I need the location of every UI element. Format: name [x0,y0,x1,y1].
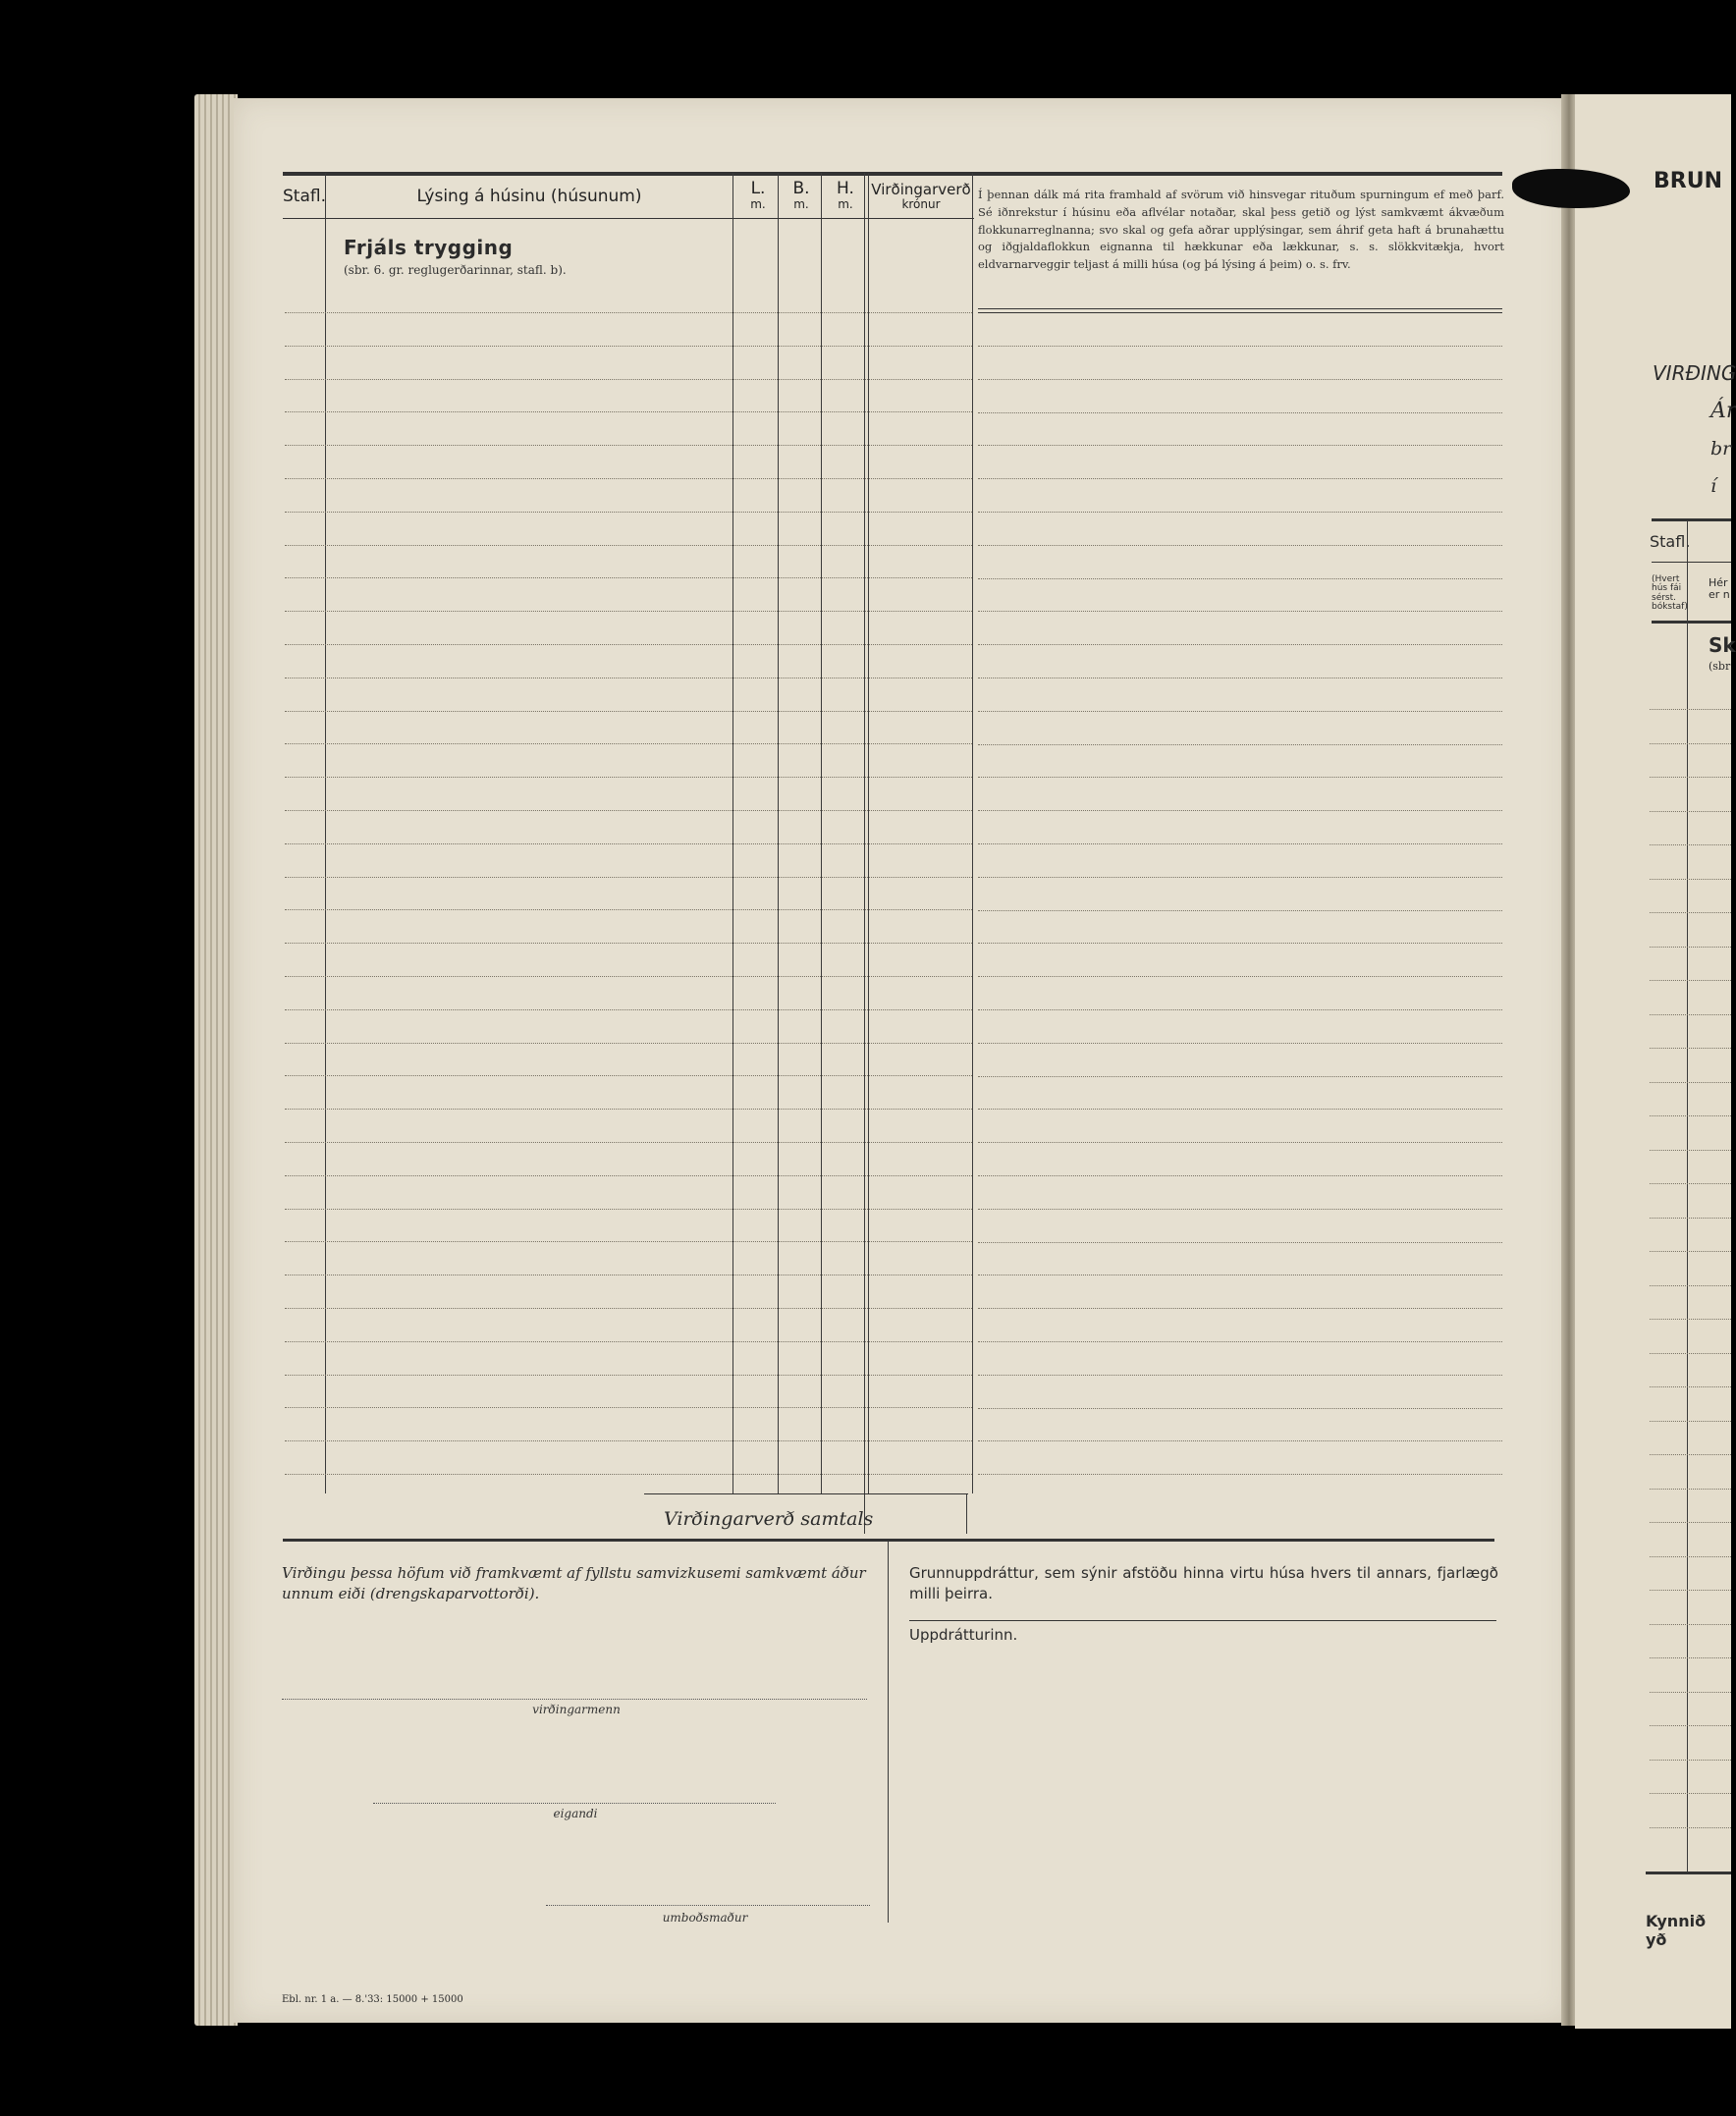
note-row-line [978,512,1502,513]
right-row-line [1650,1657,1731,1658]
table-row-line [285,843,972,844]
table-row-line [285,445,972,446]
total-label: Virðingarverð samtals [664,1508,874,1530]
right-row-line [1650,1285,1731,1286]
note-row-line [978,1043,1502,1044]
note-row-line [978,379,1502,380]
right-hvert-4: bókstaf) [1652,602,1688,613]
section-title: Frjáls trygging [344,236,514,259]
right-row-line [1650,1319,1731,1320]
note-row-line [978,1440,1502,1441]
table-row-line [285,711,972,712]
page-edges [194,94,238,2026]
right-hvert-3: sérst. [1652,592,1677,603]
right-her-1: Hér [1709,576,1728,589]
note-row-line [978,611,1502,612]
table-row-line [285,1009,972,1010]
table-row-line [285,577,972,578]
signature-label-owner: eigandi [553,1807,598,1820]
note-bottom-rule [978,308,1502,309]
note-row-line [978,346,1502,347]
right-row-line [1650,1590,1731,1591]
right-row-line [1650,1150,1731,1151]
header-l-unit: m. [750,196,766,211]
right-row-line [1650,1251,1731,1252]
note-row-line [978,744,1502,745]
right-section-sub-fragment: (sbr [1709,660,1731,673]
table-row-line [285,877,972,878]
right-row-line [1650,1624,1731,1625]
right-row-line [1650,1489,1731,1490]
left-page [234,98,1569,2023]
right-her-2: er n [1709,587,1730,601]
right-row-line [1650,1725,1731,1726]
header-b-unit: m. [793,196,809,211]
right-her [1709,577,1730,600]
table-col-line [972,173,973,1493]
note-row-line [978,711,1502,712]
table-row-line [285,644,972,645]
note-row-line [978,478,1502,479]
right-footer-fragment: Kynnið yð [1646,1912,1707,1949]
table-row-line [285,1407,972,1408]
note-row-line [978,1175,1502,1176]
table-col-line [821,173,822,1493]
note-row-line [978,810,1502,811]
note-row-line [978,1375,1502,1376]
header-lysing: Lýsing á húsinu (húsunum) [416,187,642,206]
header-l [736,181,780,210]
header-stafl: Stafl. [283,187,326,206]
right-row-line [1650,743,1731,744]
signature-line-agent[interactable] [546,1905,870,1906]
right-row-line [1650,811,1731,812]
right-row-line [1650,1522,1731,1523]
table-row-line [285,1043,972,1044]
signature-line-owner[interactable] [373,1803,776,1804]
right-row-line [1650,1793,1731,1794]
instruction-note: Í þennan dálk má rita framhald af svörum við hinsvegar rituðum spurningum ef með þarf. Sé iðnrekstur í húsinu eða aflvélar notaðar, skal þess getið og lýst samkvæmt ákvæðum flokkunarreglnanna; svo skal og gefa aðrar upplýsingar, sem áhrif geta haft á brunahættu og iðgjaldaflokkun eignanna til hækkunar eða lækkunar, s. s. slökkvitækja, hvort eldvarnarveggir teljast á milli húsa (og þá lýsing á þeim) o. s. frv. [978,188,1504,272]
table-top-rule [283,172,1502,176]
right-line-1: Ár [1710,399,1736,423]
oath-text: Virðingu þessa höfum við framkvæmt af fyllstu samvizkusemi samkvæmt áður unnum eiði (drengskaparvottorði). [282,1564,866,1602]
table-row-line [285,411,972,412]
right-row-line [1650,1014,1731,1015]
table-row-line [285,545,972,546]
table-row-line [285,1209,972,1210]
right-hvert [1652,575,1688,613]
header-virding-label: Virðingarverð [871,181,971,198]
table-row-line [285,1474,972,1475]
right-row-line [1650,709,1731,710]
section-subtitle: (sbr. 6. gr. reglugerðarinnar, stafl. b). [344,263,567,277]
right-stafl: Stafl. [1650,532,1691,551]
table-col-line [868,173,869,1493]
header-virding [868,183,974,210]
right-row-line [1650,1218,1731,1219]
right-row-line [1650,1760,1731,1761]
right-header-fragment: BRUN [1654,169,1722,193]
right-hvert-1: (Hvert [1652,574,1680,584]
right-row-line [1650,980,1731,981]
header-b [782,181,821,210]
table-row-line [285,810,972,811]
header-h-unit: m. [838,196,853,211]
right-line-3: í [1710,475,1717,497]
note-row-line [978,644,1502,645]
right-line-2: br [1710,438,1732,460]
right-row-line [1650,1454,1731,1455]
right-row-line [1650,1048,1731,1049]
table-row-line [285,1440,972,1441]
header-h [825,181,866,210]
right-row-line [1650,1386,1731,1387]
table-row-line [285,1375,972,1376]
right-row-line [1650,1082,1731,1083]
table-row-line [285,976,972,977]
note-row-line [978,1209,1502,1210]
total-col-line [966,1494,967,1534]
right-row-line [1650,1827,1731,1828]
note-row-line [978,1076,1502,1077]
right-hvert-2: hús fái [1652,583,1682,594]
right-row-line [1650,1421,1731,1422]
table-row-line [285,379,972,380]
table-row-line [285,743,972,744]
table-row-line [285,1308,972,1309]
plan-label: Uppdrátturinn. [909,1626,1018,1644]
note-row-line [978,445,1502,446]
total-top-rule [644,1493,968,1494]
print-footer: Ebl. nr. 1 a. — 8.'33: 15000 + 15000 [282,1994,463,2005]
note-row-line [978,578,1502,579]
table-row-line [285,1341,972,1342]
header-b-label: B. [792,179,810,198]
table-row-line [285,1142,972,1143]
note-row-line [978,412,1502,413]
note-row-line [978,877,1502,878]
note-row-line [978,545,1502,546]
plan-description: Grunnuppdráttur, sem sýnir afstöðu hinna virtu húsa hvers til annars, fjarlægð milli þeirra. [909,1564,1498,1602]
signature-label-appraisers: virðingarmenn [532,1703,621,1716]
right-row-line [1650,844,1731,845]
table-row-line [285,346,972,347]
note-row-line [978,1142,1502,1143]
note-row-line [978,1009,1502,1010]
table-row-line [285,943,972,944]
table-col-line [325,173,326,1493]
right-row-line [1650,1556,1731,1557]
right-hdr-rule-2 [1652,621,1731,624]
right-row-line [1650,879,1731,880]
table-col-line [732,173,733,1493]
table-row-line [285,1241,972,1242]
note-row-line [978,777,1502,778]
note-row-line [978,1109,1502,1110]
bottom-divider [888,1542,889,1923]
right-col-line [1687,520,1688,1873]
note-row-line [978,1408,1502,1409]
right-bottom-rule [1646,1872,1731,1874]
signature-label-agent: umboðsmaður [662,1911,748,1925]
header-l-label: L. [750,179,766,198]
right-row-line [1650,1183,1731,1184]
note-row-line [978,976,1502,977]
note-row-line [978,1474,1502,1475]
header-virding-unit: krónur [901,196,941,211]
note-row-line [978,843,1502,844]
signature-line-appraisers[interactable] [282,1699,867,1700]
table-row-line [285,478,972,479]
table-row-line [285,512,972,513]
table-row-line [285,611,972,612]
table-row-line [285,1109,972,1110]
note-row-line [978,943,1502,944]
table-col-line [778,173,779,1493]
right-hdr-rule [1652,562,1731,563]
note-row-line [978,1308,1502,1309]
table-row-line [285,909,972,910]
right-row-line [1650,1692,1731,1693]
header-h-label: H. [837,179,854,198]
right-section-fragment: Sk [1709,633,1736,657]
right-virding-fragment: VIRÐING [1653,361,1736,385]
right-row-line [1650,912,1731,913]
table-header-rule [283,218,974,219]
plan-rule [909,1620,1496,1621]
note-bottom-rule-2 [978,312,1502,313]
table-row-line [285,312,972,313]
right-row-line [1650,1115,1731,1116]
right-row-line [1650,947,1731,948]
table-row-line [285,1075,972,1076]
note-row-line [978,910,1502,911]
table-row-line [285,777,972,778]
right-top-rule [1652,518,1731,521]
table-col-line [864,173,865,1493]
note-row-line [978,1242,1502,1243]
note-row-line [978,1341,1502,1342]
table-row-line [285,1175,972,1176]
right-row-line [1650,777,1731,778]
right-row-line [1650,1353,1731,1354]
bottom-rule [283,1539,1494,1542]
